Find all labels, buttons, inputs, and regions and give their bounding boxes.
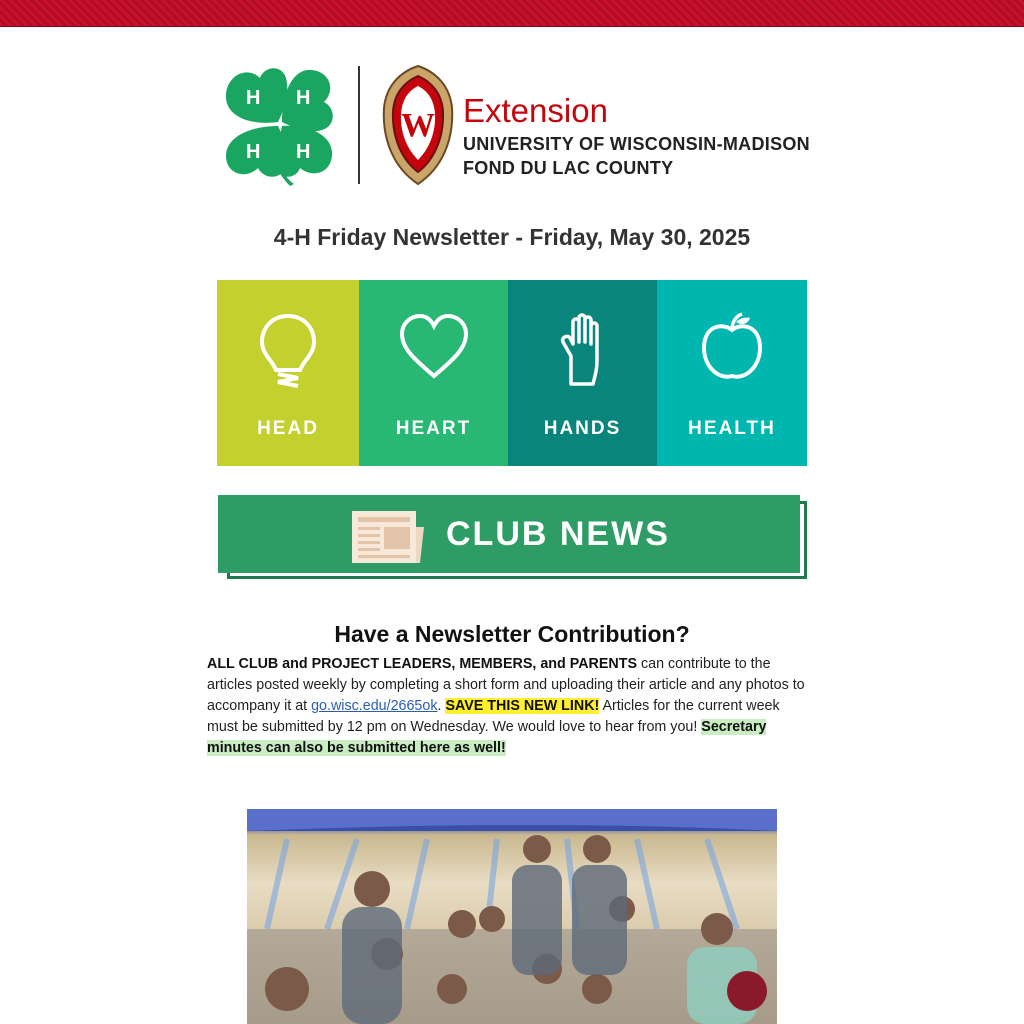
extension-wordmark: Extension [463,92,608,129]
newspaper-icon [350,509,426,565]
svg-text:H: H [296,141,311,163]
submission-link[interactable]: go.wisc.edu/2665ok [311,698,438,714]
secretary-highlight: Secretary minutes can also be submitted here as well! [207,719,767,756]
health-label: HEALTH [688,418,776,439]
crest-letter: W [401,107,435,144]
hands-label: HANDS [543,418,622,439]
heart-label: HEART [395,418,472,439]
newsletter-title: 4-H Friday Newsletter - Friday, May 30, 2025 [273,224,751,250]
hands-panel [508,280,657,466]
club-news-banner [218,495,810,583]
contribution-paragraph: ALL CLUB and PROJECT LEADERS, MEMBERS, and PARENTS can contribute to the articles posted weekly by completing a short form and uploading their article and any photos to accompany it at go.wisc.edu/2665ok. SAVE THIS NEW LINK! Articles for the current week must be submitted by 12 pm on Wednesday. We would love to hear from you! Secretary minutes can also be submitted here as well! [207,656,805,756]
logo-divider [358,66,360,184]
bowling-group-photo [247,809,777,1024]
header-logos [220,64,810,188]
county-name: FOND DU LAC COUNTY [463,158,674,178]
svg-text:H: H [246,141,261,163]
heart-icon [398,312,470,382]
health-panel [657,280,807,466]
four-h-clover-logo [220,64,340,186]
svg-text:H: H [296,87,311,109]
contribution-heading: Have a Newsletter Contribution? [334,621,690,647]
top-bar [0,0,1024,27]
head-label: HEAD [257,418,319,439]
hand-icon [557,312,609,388]
clover-letter: H [246,87,261,109]
save-link-highlight: SAVE THIS NEW LINK! [445,698,600,714]
uw-crest-logo [378,64,458,186]
club-news-title: CLUB NEWS [446,515,670,553]
head-panel [217,280,359,466]
heart-panel [359,280,508,466]
lead-bold-text: ALL CLUB and PROJECT LEADERS, MEMBERS, and PARENTS [207,656,637,672]
four-h-banner [217,280,807,466]
lightbulb-icon [258,312,318,392]
apple-icon [698,312,766,384]
university-name: UNIVERSITY OF WISCONSIN-MADISON [463,134,810,154]
